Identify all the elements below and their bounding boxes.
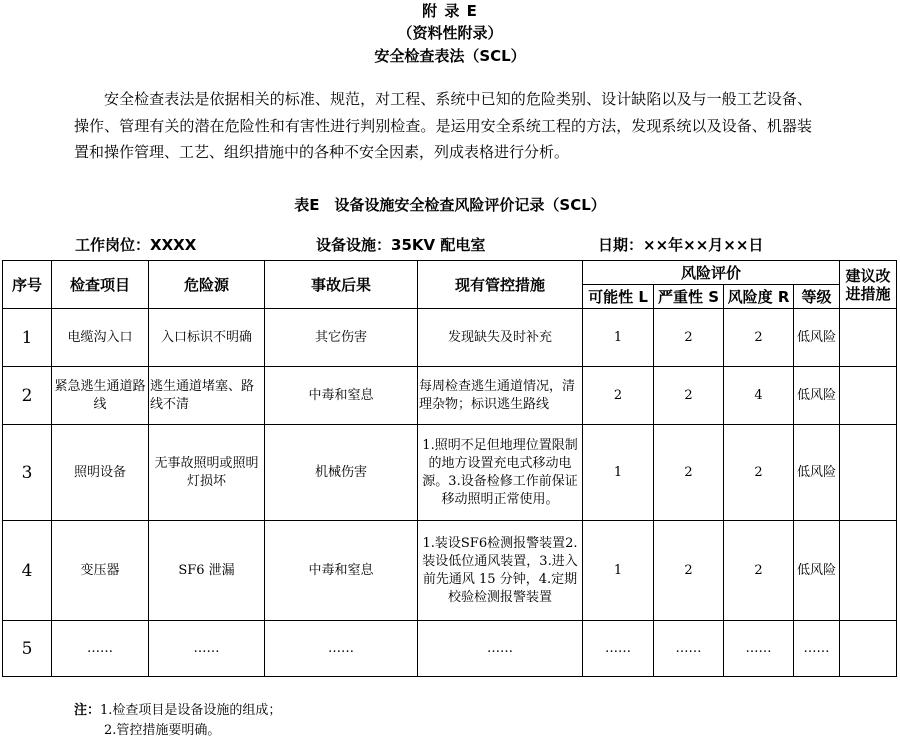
table-row	[3, 367, 897, 425]
header-suggestion: 建议改进措施	[840, 261, 897, 309]
cell-controls: 1.照明不足但地理位置限制的地方设置充电式移动电源。3.设备检修工作前保证移动照明正常使用。	[418, 425, 583, 521]
header-no: 序号	[3, 261, 52, 309]
cell-risk-degree: 2	[724, 521, 794, 621]
cell-controls: 1.装设SF6检测报警装置2.装设低位通风装置，3.进入前先通风 15 分钟，4.定期校验检测报警装置	[418, 521, 583, 621]
header-level: 等级	[794, 285, 840, 309]
cell-risk-degree: ……	[724, 621, 794, 677]
cell-likelihood: 2	[583, 367, 654, 425]
header-hazard: 危险源	[149, 261, 265, 309]
cell-level: 低风险	[794, 367, 840, 425]
scl-table	[2, 260, 897, 677]
notes-label: 注：	[74, 703, 101, 718]
cell-severity: 2	[654, 309, 724, 367]
appendix-type: （资料性附录）	[397, 24, 503, 42]
notes	[74, 701, 281, 741]
note-1: 1.检查项目是设备设施的组成；	[100, 703, 282, 718]
intro-paragraph: 安全检查表法是依据相关的标准、规范，对工程、系统中已知的危险类别、设计缺陷以及与一般工艺设备、操作、管理有关的潜在危险性和有害性进行判别检查。是运用安全系统工程的方法，发现系统以及设备、机器装置和操作管理、工艺、组织措施中的各种不安全因素，列成表格进行分析。	[74, 90, 812, 161]
equipment-field: 设备设施：35KV 配电室	[316, 236, 486, 254]
cell-item: 照明设备	[52, 425, 149, 521]
table-row	[3, 425, 897, 521]
method-title: 安全检查表法（SCL）	[374, 47, 526, 65]
cell-risk-degree: 4	[724, 367, 794, 425]
header-consequence: 事故后果	[265, 261, 418, 309]
cell-risk-degree: 2	[724, 425, 794, 521]
cell-likelihood: 1	[583, 425, 654, 521]
cell-risk-degree: 2	[724, 309, 794, 367]
cell-level: 低风险	[794, 521, 840, 621]
cell-suggestion	[840, 309, 897, 367]
cell-hazard: 逃生通道堵塞、路线不清	[149, 367, 265, 425]
header-risk-degree: 风险度 R	[724, 285, 794, 309]
cell-item: 变压器	[52, 521, 149, 621]
date-field: 日期：××年××月××日	[598, 236, 764, 254]
cell-suggestion	[840, 425, 897, 521]
cell-level: ……	[794, 621, 840, 677]
cell-hazard: 入口标识不明确	[149, 309, 265, 367]
cell-consequence: 其它伤害	[265, 309, 418, 367]
header-severity: 严重性 S	[654, 285, 724, 309]
cell-likelihood: 1	[583, 521, 654, 621]
cell-controls: ……	[418, 621, 583, 677]
cell-severity: 2	[654, 521, 724, 621]
table-row	[3, 309, 897, 367]
cell-likelihood: ……	[583, 621, 654, 677]
cell-consequence: 中毒和窒息	[265, 521, 418, 621]
cell-likelihood: 1	[583, 309, 654, 367]
cell-severity: ……	[654, 621, 724, 677]
header-likelihood: 可能性 L	[583, 285, 654, 309]
cell-suggestion	[840, 367, 897, 425]
cell-severity: 2	[654, 425, 724, 521]
cell-no: 3	[3, 425, 52, 521]
cell-no: 4	[3, 521, 52, 621]
table-row	[3, 621, 897, 677]
cell-controls: 每周检查逃生通道情况，清理杂物；标识逃生路线	[418, 367, 583, 425]
cell-severity: 2	[654, 367, 724, 425]
cell-hazard: SF6 泄漏	[149, 521, 265, 621]
cell-hazard: ……	[149, 621, 265, 677]
appendix-title: 附 录 E	[422, 2, 478, 20]
cell-level: 低风险	[794, 425, 840, 521]
cell-no: 2	[3, 367, 52, 425]
cell-no: 5	[3, 621, 52, 677]
cell-item: 紧急逃生通道路线	[52, 367, 149, 425]
header-risk-eval: 风险评价	[583, 261, 840, 285]
header-controls: 现有管控措施	[418, 261, 583, 309]
cell-item: 电缆沟入口	[52, 309, 149, 367]
meta-row	[0, 234, 900, 254]
cell-consequence: 机械伤害	[265, 425, 418, 521]
cell-consequence: 中毒和窒息	[265, 367, 418, 425]
table-row	[3, 521, 897, 621]
note-2: 2.管控措施要明确。	[104, 723, 221, 738]
cell-item: ……	[52, 621, 149, 677]
cell-no: 1	[3, 309, 52, 367]
post-field: 工作岗位：XXXX	[75, 236, 197, 254]
cell-level: 低风险	[794, 309, 840, 367]
table-caption: 表E 设备设施安全检查风险评价记录（SCL）	[294, 196, 606, 214]
cell-hazard: 无事故照明或照明灯损坏	[149, 425, 265, 521]
header-item: 检查项目	[52, 261, 149, 309]
cell-suggestion	[840, 521, 897, 621]
cell-controls: 发现缺失及时补充	[418, 309, 583, 367]
cell-consequence: ……	[265, 621, 418, 677]
cell-suggestion	[840, 621, 897, 677]
